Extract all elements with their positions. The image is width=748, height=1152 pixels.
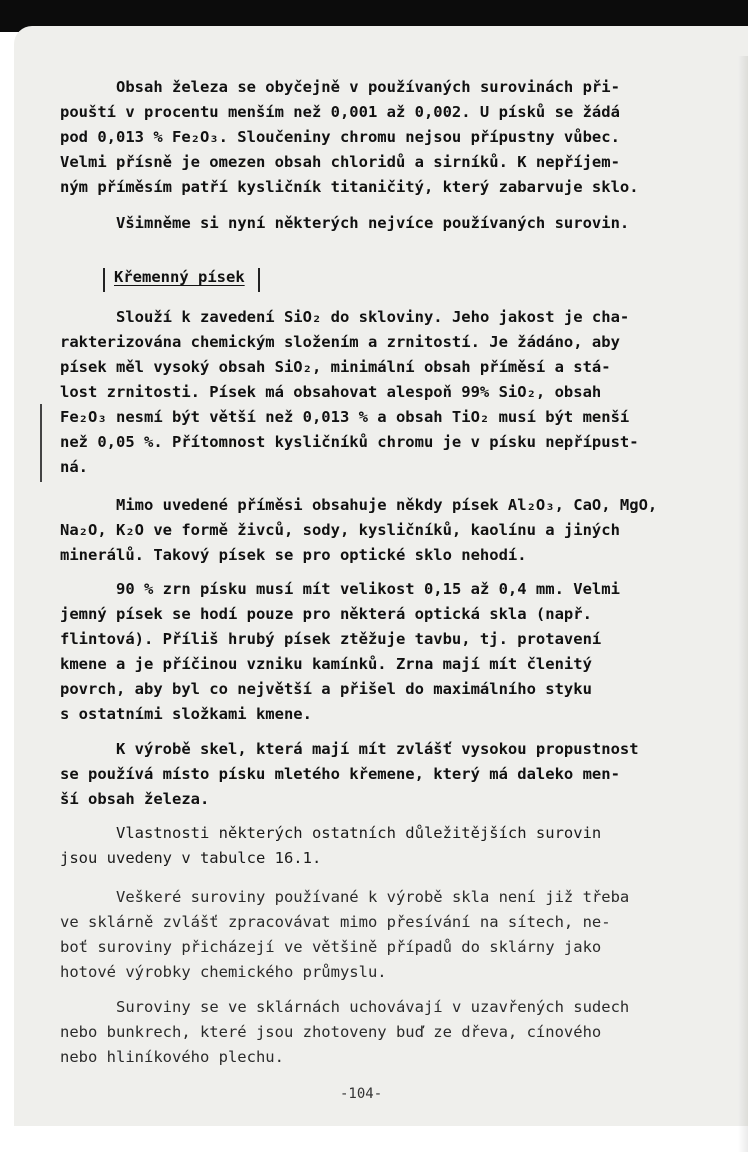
p8-line-2: ve sklárně zvlášť zpracovávat mimo přesívání na sítech, ne- <box>60 913 611 931</box>
p3-line-7: ná. <box>60 458 88 476</box>
p2-line-1: Všimněme si nyní některých nejvíce používaných surovin. <box>116 214 630 232</box>
p8-line-3: boť suroviny přicházejí ve většině případů do sklárny jako <box>60 938 602 956</box>
p3-line-6: než 0,05 %. Přítomnost kysličníků chromu je v písku nepřípust- <box>60 433 639 451</box>
heading-left-bracket <box>103 268 105 292</box>
margin-mark <box>40 404 42 482</box>
p1-line-3: pod 0,013 % Fe₂O₃. Sloučeniny chromu nejsou přípustny vůbec. <box>60 128 620 146</box>
p9-line-3: nebo hliníkového plechu. <box>60 1048 284 1066</box>
p1-line-4: Velmi přísně je omezen obsah chloridů a sirníků. K nepříjem- <box>60 153 620 171</box>
p4-line-2: Na₂O, K₂O ve formě živců, sody, kysličníků, kaolínu a jiných <box>60 521 620 539</box>
p8-line-4: hotové výrobky chemického průmyslu. <box>60 963 387 981</box>
p5-line-3: flintová). Příliš hrubý písek ztěžuje tavbu, tj. protavení <box>60 630 602 648</box>
p4-line-1: Mimo uvedené příměsi obsahuje někdy písek Al₂O₃, CaO, MgO, <box>116 496 658 514</box>
heading-right-bracket <box>258 268 260 292</box>
p3-line-4: lost zrnitosti. Písek má obsahovat alespoň 99% SiO₂, obsah <box>60 383 602 401</box>
p5-line-6: s ostatními složkami kmene. <box>60 705 312 723</box>
page-edge-shadow <box>738 56 748 1152</box>
p1-line-5: ným příměsím patří kysličník titaničitý, který zabarvuje sklo. <box>60 178 639 196</box>
p8-line-1: Veškeré suroviny používané k výrobě skla není již třeba <box>116 888 630 906</box>
p5-line-5: povrch, aby byl co největší a přišel do maximálního styku <box>60 680 592 698</box>
p1-line-1: Obsah železa se obyčejně v používaných surovinách při- <box>116 78 620 96</box>
p5-line-2: jemný písek se hodí pouze pro některá optická skla (např. <box>60 605 592 623</box>
p9-line-2: nebo bunkrech, které jsou zhotoveny buď ze dřeva, cínového <box>60 1023 602 1041</box>
section-heading: Křemenný písek <box>114 268 245 286</box>
p3-line-1: Slouží k zavedení SiO₂ do skloviny. Jeho jakost je cha- <box>116 308 630 326</box>
p6-line-2: se používá místo písku mletého křemene, který má daleko men- <box>60 765 620 783</box>
p4-line-3: minerálů. Takový písek se pro optické sklo nehodí. <box>60 546 527 564</box>
p5-line-1: 90 % zrn písku musí mít velikost 0,15 až 0,4 mm. Velmi <box>116 580 620 598</box>
p6-line-3: ší obsah železa. <box>60 790 210 808</box>
p1-line-2: pouští v procentu menším než 0,001 až 0,002. U písků se žádá <box>60 103 620 121</box>
p9-line-1: Suroviny se ve sklárnách uchovávají v uzavřených sudech <box>116 998 630 1016</box>
p3-line-5: Fe₂O₃ nesmí být větší než 0,013 % a obsah TiO₂ musí být menší <box>60 408 630 426</box>
page-number: -104- <box>340 1086 383 1102</box>
p5-line-4: kmene a je příčinou vzniku kamínků. Zrna mají mít členitý <box>60 655 592 673</box>
p7-line-2: jsou uvedeny v tabulce 16.1. <box>60 849 322 867</box>
p7-line-1: Vlastnosti některých ostatních důležitějších surovin <box>116 824 602 842</box>
p3-line-3: písek měl vysoký obsah SiO₂, minimální obsah příměsí a stá- <box>60 358 611 376</box>
p3-line-2: rakterizována chemickým složením a zrnitostí. Je žádáno, aby <box>60 333 620 351</box>
p6-line-1: K výrobě skel, která mají mít zvlášť vysokou propustnost <box>116 740 639 758</box>
